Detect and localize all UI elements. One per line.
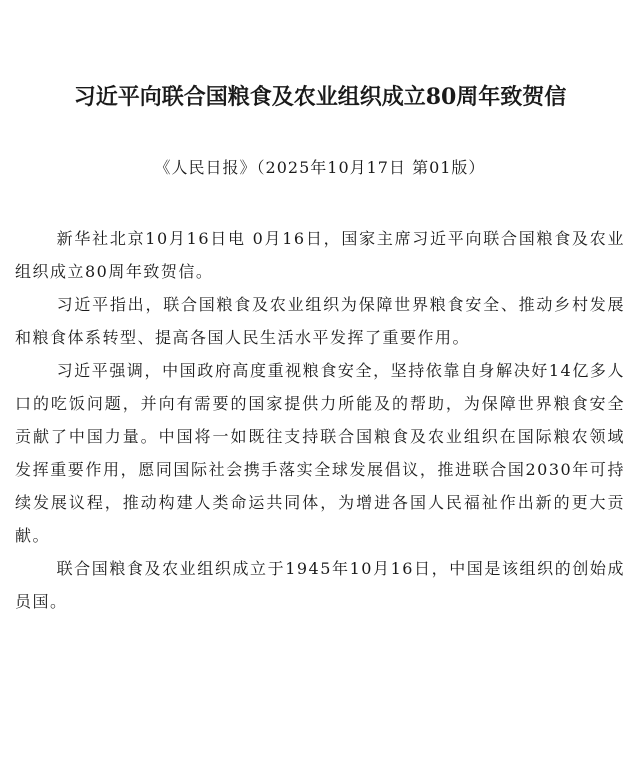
article-paragraph: 新华社北京10月16日电 0月16日，国家主席习近平向联合国粮食及农业组织成立80周年致贺信。 xyxy=(15,229,625,281)
article-body xyxy=(15,222,625,618)
article-paragraph: 习近平强调，中国政府高度重视粮食安全，坚持依靠自身解决好14亿多人口的吃饭问题，并向有需要的国家提供力所能及的帮助，为保障世界粮食安全贡献了中国力量。中国将一如既往支持联合国粮食及农业组织在国际粮农领域发挥重要作用，愿同国际社会携手落实全球发展倡议，推进联合国2030年可持续发展议程，推动构建人类命运共同体，为增进各国人民福祉作出新的更大贡献。 xyxy=(15,361,625,545)
article-paragraph: 联合国粮食及农业组织成立于1945年10月16日，中国是该组织的创始成员国。 xyxy=(15,559,625,611)
article-paragraph: 习近平指出，联合国粮食及农业组织为保障世界粮食安全、推动乡村发展和粮食体系转型、提高各国人民生活水平发挥了重要作用。 xyxy=(15,295,625,347)
article-title: 习近平向联合国粮食及农业组织成立80周年致贺信 xyxy=(73,84,567,110)
article-source-line: 《人民日报》（2025年10月17日 第01版） xyxy=(154,158,486,177)
